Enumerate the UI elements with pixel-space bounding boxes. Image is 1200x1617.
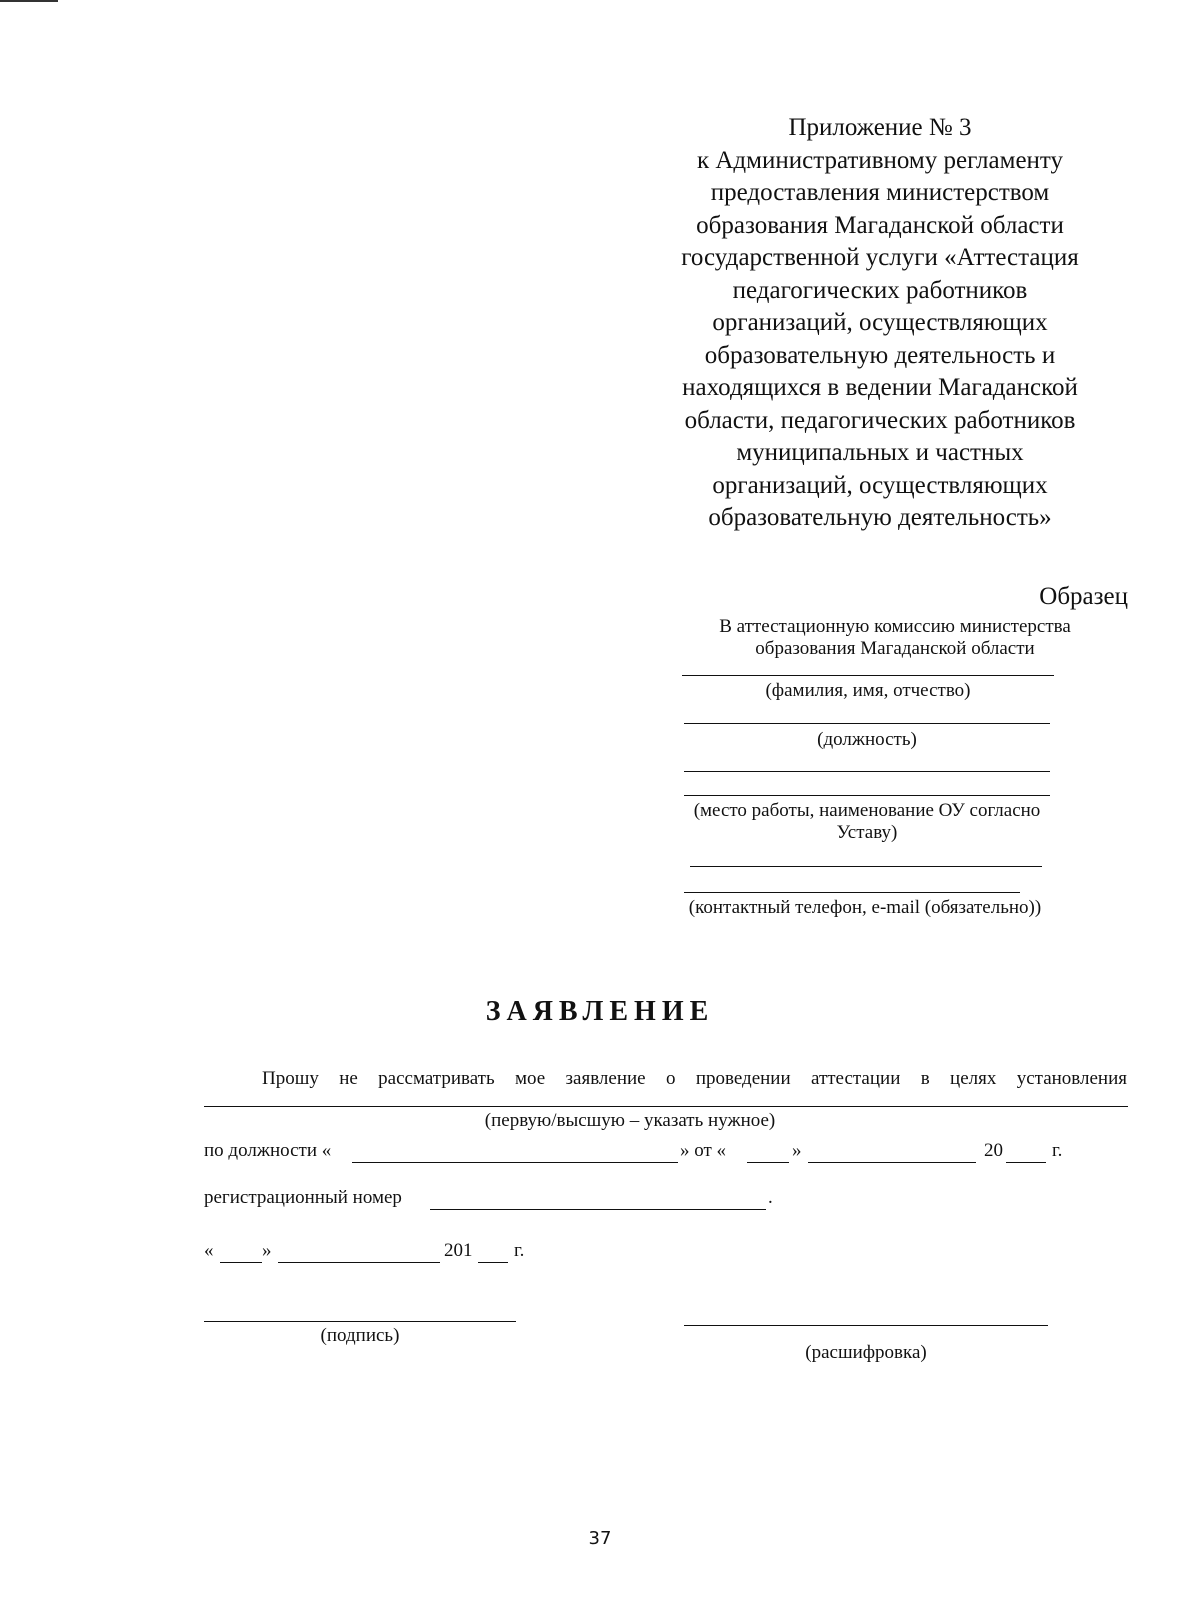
recipient-line: В аттестационную комиссию министерства — [719, 616, 1071, 637]
appendix-header — [640, 112, 1120, 535]
year-prefix-20: 20 — [984, 1140, 1003, 1161]
date-year-field[interactable] — [478, 1262, 508, 1263]
date-close-quote2: » — [262, 1240, 272, 1261]
fio-field[interactable] — [682, 675, 1054, 676]
order-day-field[interactable] — [747, 1162, 789, 1163]
addressee-recipient — [680, 616, 1110, 660]
signature-field[interactable] — [204, 1321, 516, 1322]
contact-field-line1[interactable] — [690, 866, 1042, 867]
workplace-field-line1[interactable] — [684, 771, 1050, 772]
date-close-quote: » — [792, 1140, 802, 1161]
appendix-line: муниципальных и частных — [736, 439, 1024, 466]
appendix-line: государственной услуги «Аттестация — [681, 244, 1079, 271]
appendix-line: организаций, осуществляющих — [712, 309, 1048, 336]
request-text: Прошу не рассматривать мое заявление о проведении аттестации в целях установления — [262, 1068, 1127, 1089]
fio-caption: (фамилия, имя, отчество) — [765, 680, 971, 701]
year-suffix: г. — [1052, 1140, 1063, 1161]
signature-caption: (подпись) — [320, 1325, 400, 1346]
appendix-line: области, педагогических работников — [684, 406, 1076, 434]
date-open-quote: « — [204, 1240, 214, 1261]
contact-caption: (контактный телефон, e-mail (обязательно)) — [688, 897, 1042, 918]
date-year-suffix: г. — [514, 1240, 525, 1261]
workplace-caption: (место работы, наименование ОУ согласно Уставу) — [693, 800, 1041, 843]
recipient-line: образования Магаданской области — [755, 638, 1035, 659]
sample-label: Образец — [1039, 583, 1128, 610]
position-prefix: по должности « — [204, 1140, 332, 1161]
year-prefix-201: 201 — [444, 1240, 473, 1261]
date-day-field[interactable] — [220, 1262, 262, 1263]
appendix-line: предоставления министерством — [710, 179, 1050, 206]
position-caption: (должность) — [817, 729, 917, 750]
reg-number-label: регистрационный номер — [204, 1187, 402, 1208]
contact-field-line2[interactable] — [684, 892, 1020, 893]
position-suffix: » от « — [680, 1140, 727, 1161]
appendix-line: образовательную деятельность и — [704, 341, 1056, 369]
appendix-line: образования Магаданской области — [696, 211, 1064, 239]
workplace-field-line2[interactable] — [684, 795, 1050, 796]
appendix-line: организаций, осуществляющих — [712, 471, 1048, 499]
scan-edge-mark — [0, 0, 58, 2]
decoding-field[interactable] — [684, 1325, 1048, 1326]
order-month-field[interactable] — [808, 1162, 976, 1163]
reg-number-end: . — [768, 1187, 773, 1208]
reg-number-field[interactable] — [430, 1209, 766, 1210]
appendix-line: находящихся в ведении Магаданской — [682, 374, 1078, 401]
page-number: 37 — [588, 1528, 612, 1549]
decoding-caption: (расшифровка) — [805, 1342, 927, 1363]
order-year-field[interactable] — [1006, 1162, 1046, 1163]
date-month-field[interactable] — [278, 1262, 440, 1263]
appendix-line: к Административному регламенту — [696, 146, 1064, 174]
document-title: ЗАЯВЛЕНИЕ — [485, 996, 715, 1027]
position-name-field[interactable] — [352, 1162, 678, 1163]
position-field[interactable] — [684, 723, 1050, 724]
appendix-line: образовательную деятельность» — [708, 504, 1052, 531]
appendix-line: педагогических работников — [732, 276, 1028, 304]
category-field[interactable] — [204, 1106, 1128, 1107]
category-caption: (первую/высшую – указать нужное) — [484, 1110, 776, 1131]
appendix-line: Приложение № 3 — [788, 114, 972, 141]
